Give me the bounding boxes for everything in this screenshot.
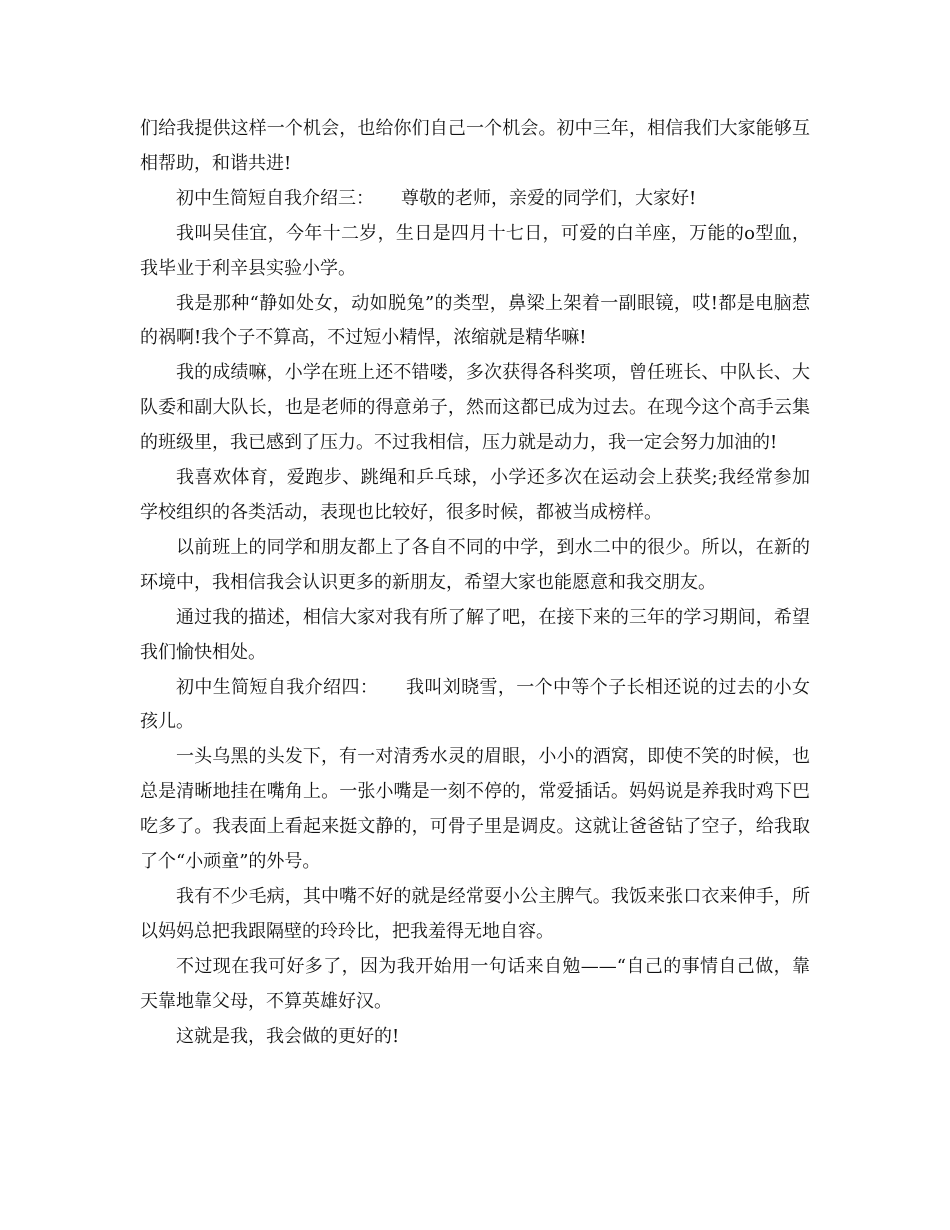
paragraph-continuation: 们给我提供这样一个机会，也给你们自己一个机会。初中三年，相信我们大家能够互相帮助，和谐共进! <box>140 118 810 174</box>
paragraph: 我是那种“静如处女，动如脱兔”的类型，鼻梁上架着一副眼镜，哎!都是电脑惹的祸啊!我个子不算高，不过短小精悍，浓缩就是精华嘛! <box>140 292 810 349</box>
paragraph: 以前班上的同学和朋友都上了各自不同的中学，到水二中的很少。所以，在新的环境中，我相信我会认识更多的新朋友，希望大家也能愿意和我交朋友。 <box>140 536 810 593</box>
paragraph: 我的成绩嘛，小学在班上还不错喽，多次获得各科奖项，曾任班长、中队长、大队委和副大队长，也是老师的得意弟子，然而这都已成为过去。在现今这个高手云集的班级里，我已感到了压力。不过我相信，压力就是动力，我一定会努力加油的! <box>140 362 810 454</box>
paragraph: 通过我的描述，相信大家对我有所了解了吧，在接下来的三年的学习期间，希望我们愉快相处。 <box>140 606 810 663</box>
document-body <box>140 112 810 1054</box>
paragraph-intro-three-heading: 初中生简短自我介绍三： 尊敬的老师，亲爱的同学们，大家好! <box>176 187 697 209</box>
paragraph-closing: 这就是我，我会做的更好的! <box>176 1025 400 1047</box>
paragraph: 不过现在我可好多了，因为我开始用一句话来自勉——“自己的事情自己做，靠天靠地靠父母，不算英雄好汉。 <box>140 955 810 1012</box>
paragraph: 我有不少毛病，其中嘴不好的就是经常耍小公主脾气。我饭来张口衣来伸手，所以妈妈总把我跟隔壁的玲玲比，把我羞得无地自容。 <box>140 885 810 942</box>
paragraph-intro-four-heading: 初中生简短自我介绍四： 我叫刘晓雪，一个中等个子长相还说的过去的小女孩儿。 <box>140 676 810 733</box>
paragraph: 我叫吴佳宜，今年十二岁，生日是四月十七日，可爱的白羊座，万能的o型血，我毕业于利辛县实验小学。 <box>140 222 810 279</box>
paragraph: 我喜欢体育，爱跑步、跳绳和乒乓球，小学还多次在运动会上获奖;我经常参加学校组织的各类活动，表现也比较好，很多时候，都被当成榜样。 <box>140 467 810 523</box>
paragraph: 一头乌黑的头发下，有一对清秀水灵的眉眼，小小的酒窝，即使不笑的时候，也总是清晰地挂在嘴角上。一张小嘴是一刻不停的，常爱插话。妈妈说是养我时鸡下巴吃多了。我表面上看起来挺文静的，可骨子里是调皮。这就让爸爸钻了空子，给我取了个“小顽童”的外号。 <box>140 746 810 873</box>
